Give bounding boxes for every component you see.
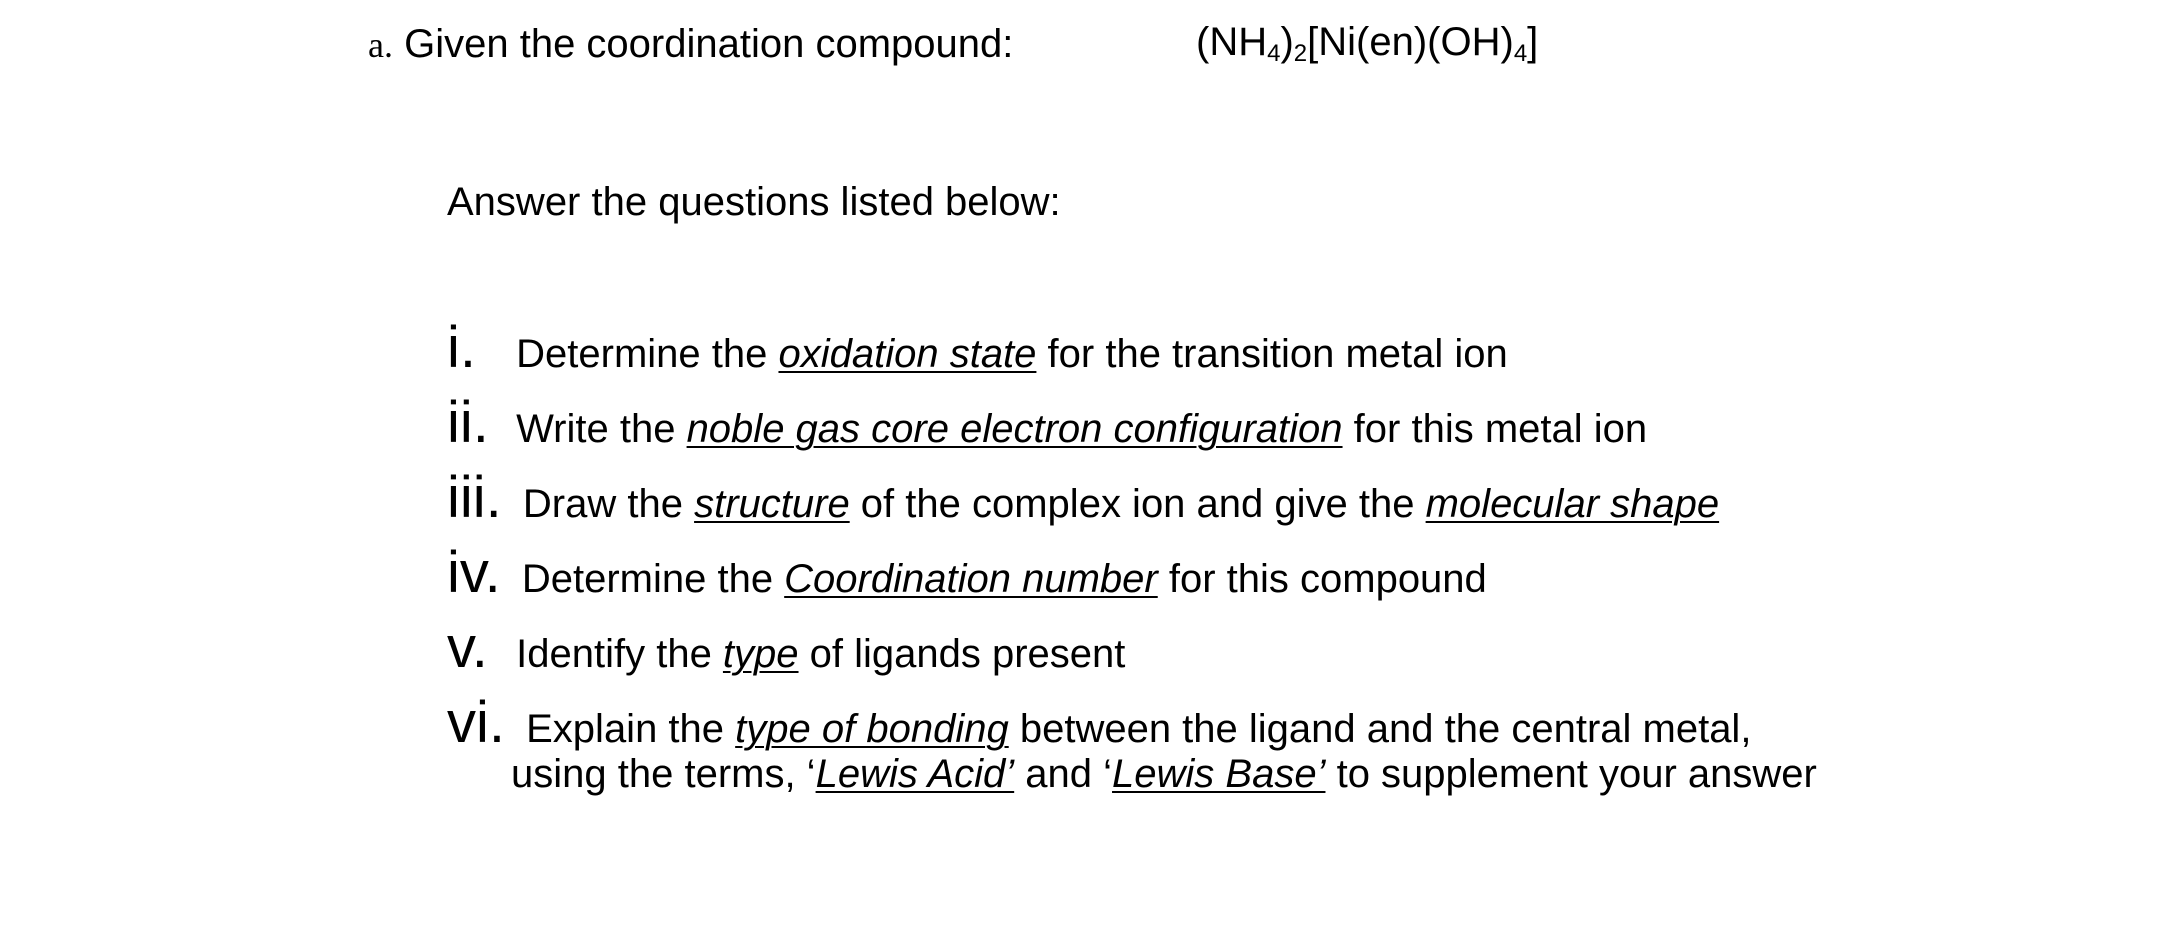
item-emphasis: oxidation state [778,332,1037,376]
item-text: of the complex ion and give the [849,482,1426,526]
question-intro: Given the coordination compound: [404,22,1014,66]
list-item [447,689,1751,756]
item-emphasis: Coordination number [784,557,1158,601]
formula-subscript: 4 [1513,40,1528,67]
item-text: for this metal ion [1342,407,1648,451]
item-emphasis: structure [694,482,850,526]
question-marker: a. [368,25,393,65]
formula-part: ) [1280,20,1294,64]
item-text: to supplement your answer [1325,752,1817,796]
item-numeral: ii. [447,390,489,455]
item-text: Determine the [516,332,779,376]
list-item [447,539,1487,606]
item-emphasis: type of bonding [735,707,1009,751]
instruction: Answer the questions listed below: [447,180,1061,224]
item-numeral: vi. [447,690,505,755]
item-emphasis: Lewis Acid’ [815,752,1015,796]
list-item [447,314,1508,381]
question-header [368,20,1013,69]
list-item [447,614,1125,681]
item-text: for the transition metal ion [1036,332,1508,376]
item-emphasis: noble gas core electron configuration [686,407,1343,451]
item-text: using the terms, ‘ [511,752,816,796]
coordination-formula [1196,18,1538,72]
formula-subscript: 4 [1267,40,1281,67]
list-item [447,464,1719,531]
formula-part: (NH [1196,20,1268,64]
list-item-continuation [511,752,1817,797]
item-text: between the ligand and the central metal, [1008,707,1752,751]
item-text: Determine the [521,557,785,601]
formula-part: ] [1527,20,1539,64]
item-text: of ligands present [798,632,1126,676]
item-emphasis: type [722,632,799,676]
item-text: Identify the [516,632,723,676]
item-text: for this compound [1157,557,1487,601]
item-numeral: iv. [447,540,501,605]
formula-subscript: 2 [1293,40,1308,67]
item-text: Explain the [526,707,736,751]
item-text: Write the [516,407,687,451]
formula-part: [Ni(en)(OH) [1307,20,1514,64]
item-emphasis: molecular shape [1425,482,1720,526]
item-numeral: iii. [447,465,502,530]
item-numeral: i. [447,315,476,380]
list-item [447,389,1647,456]
item-numeral: v. [447,615,488,680]
item-emphasis: Lewis Base’ [1112,752,1326,796]
item-text: Draw the [522,482,695,526]
item-text: and ‘ [1014,752,1113,796]
